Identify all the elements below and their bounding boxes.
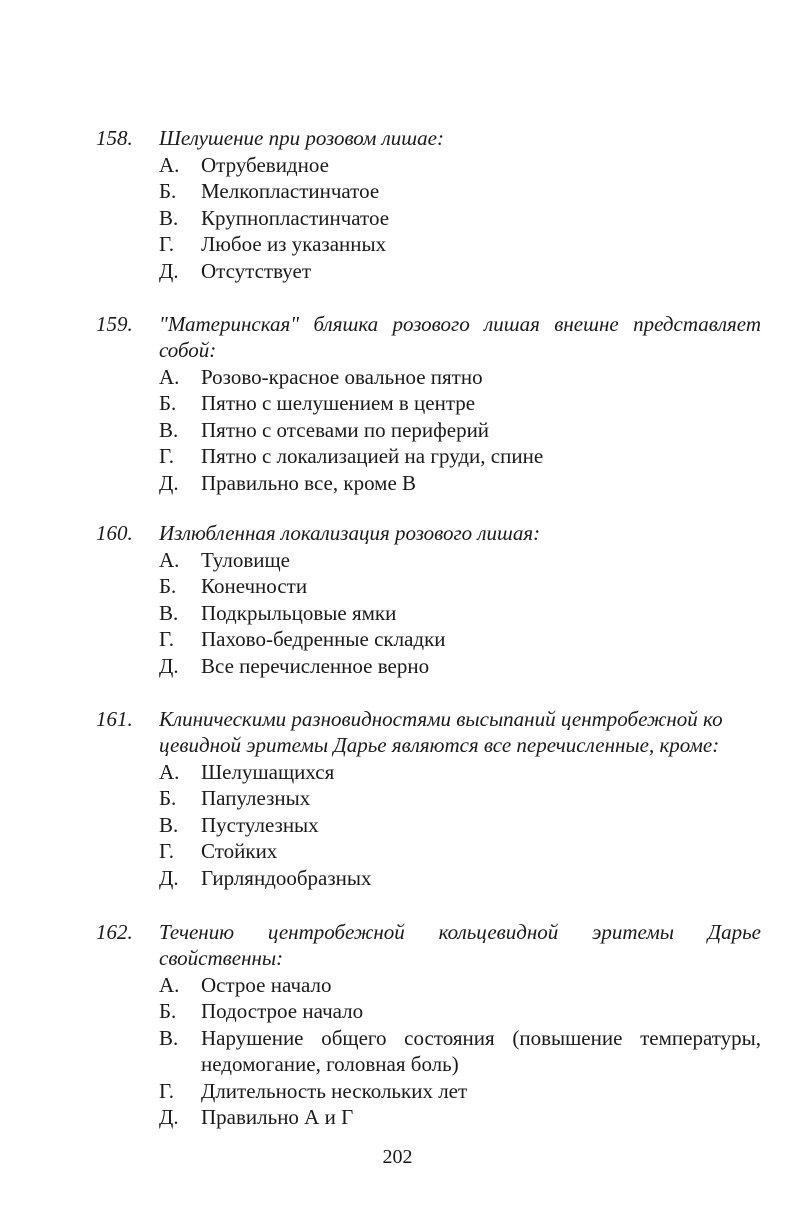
option-text: Пустулезных: [201, 812, 319, 837]
question-text: Течению центробежной кольцевидной эритемы Дарье свойственны:: [159, 920, 761, 970]
option-text: Длительность нескольких лет: [201, 1078, 468, 1103]
option-b: [96, 573, 761, 599]
option-text: Конечности: [201, 574, 308, 599]
option-a: [96, 972, 761, 998]
option-letter: А.: [159, 365, 180, 389]
option-text: Отсутствует: [201, 258, 311, 283]
option-letter: А.: [159, 153, 180, 177]
option-letter: Г.: [159, 1078, 175, 1103]
option-g: [96, 443, 761, 469]
option-b: [96, 178, 761, 204]
question-number: 161.: [96, 707, 133, 731]
option-text: Острое начало: [201, 973, 332, 997]
question-number: 159.: [96, 312, 133, 336]
question-header: [96, 311, 761, 363]
option-a: [96, 759, 761, 785]
answer-options: [96, 972, 761, 1130]
option-text: Стойких: [201, 839, 278, 864]
answer-options: [96, 364, 761, 496]
option-letter: А.: [159, 760, 180, 784]
option-letter: Б.: [159, 999, 177, 1024]
question-text: Излюбленная локализация розового лишая:: [159, 521, 541, 545]
option-letter: Б.: [159, 179, 177, 204]
option-text: Пятно с шелушением в центре: [201, 391, 476, 416]
option-letter: Д.: [159, 865, 179, 890]
question-text: "Материнская" бляшка розового лишая внешне представляет собой:: [159, 312, 761, 362]
option-letter: Г.: [159, 444, 175, 469]
option-text: Отрубевидное: [201, 153, 329, 177]
option-v: [96, 600, 761, 626]
option-text: Пахово-бедренные складки: [201, 627, 446, 652]
option-letter: Д.: [159, 258, 179, 283]
option-letter: Б.: [159, 391, 177, 416]
option-letter: В.: [159, 600, 179, 625]
option-letter: В.: [159, 417, 179, 442]
option-b: [96, 785, 761, 811]
option-letter: Г.: [159, 232, 175, 257]
answer-options: [96, 547, 761, 679]
question-158: [96, 125, 761, 284]
option-d: [96, 865, 761, 891]
option-v: [96, 417, 761, 443]
option-a: [96, 547, 761, 573]
option-text: Подострое начало: [201, 999, 364, 1024]
option-v: [96, 1025, 761, 1078]
option-d: [96, 258, 761, 284]
option-text: Нарушение общего состояния (повышение температуры, недомогание, головная боль): [201, 1025, 761, 1077]
question-header: [96, 125, 761, 151]
option-letter: А.: [159, 973, 180, 997]
option-text: Мелкопластинчатое: [201, 179, 380, 204]
option-d: [96, 1104, 761, 1130]
option-text: Правильно А и Г: [201, 1105, 354, 1130]
question-number: 162.: [96, 920, 133, 944]
option-g: [96, 231, 761, 257]
option-text: Гирляндообразных: [201, 865, 372, 890]
option-text: Розово-красное овальное пятно: [201, 365, 483, 389]
answer-options: [96, 152, 761, 284]
option-letter: Г.: [159, 627, 175, 652]
option-text: Пятно с отсевами по периферий: [201, 417, 490, 442]
option-d: [96, 653, 761, 679]
option-text: Крупнопластинчатое: [201, 205, 390, 230]
question-text: Шелушение при розовом лишае:: [159, 126, 444, 150]
question-162: [96, 919, 761, 1130]
question-160: [96, 520, 761, 679]
option-letter: В.: [159, 812, 179, 837]
option-a: [96, 152, 761, 178]
option-b: [96, 390, 761, 416]
question-header: [96, 919, 761, 971]
option-letter: Д.: [159, 1105, 179, 1130]
option-g: [96, 838, 761, 864]
option-text: Шелушащихся: [201, 760, 335, 784]
option-text: Пятно с локализацией на груди, спине: [201, 444, 544, 469]
option-text: Туловище: [201, 548, 290, 572]
option-letter: Г.: [159, 839, 175, 864]
page-number: 202: [382, 1146, 413, 1168]
answer-options: [96, 759, 761, 891]
option-letter: В.: [159, 205, 179, 230]
option-letter: Б.: [159, 786, 177, 811]
option-v: [96, 812, 761, 838]
option-letter: Б.: [159, 574, 177, 599]
option-b: [96, 998, 761, 1024]
option-text: Подкрыльцовые ямки: [201, 600, 397, 625]
question-number: 158.: [96, 126, 133, 150]
question-number: 160.: [96, 521, 133, 545]
option-g: [96, 626, 761, 652]
option-g: [96, 1078, 761, 1104]
option-text: Папулезных: [201, 786, 311, 811]
question-header: [96, 520, 761, 546]
option-d: [96, 470, 761, 496]
option-letter: В.: [159, 1025, 179, 1050]
option-text: Любое из указанных: [201, 232, 387, 257]
option-letter: А.: [159, 548, 180, 572]
option-letter: Д.: [159, 653, 179, 678]
option-a: [96, 364, 761, 390]
question-159: [96, 311, 761, 496]
option-text: Правильно все, кроме В: [201, 470, 417, 495]
question-text-line-2: цевидной эритемы Дарье являются все перечисленные, кроме:: [159, 733, 720, 757]
question-header: [96, 706, 761, 758]
option-letter: Д.: [159, 470, 179, 495]
question-161: [96, 706, 761, 891]
option-text: Все перечисленное верно: [201, 653, 430, 678]
question-text-line-1: Клиническими разновидностями высыпаний центробежной ко: [159, 707, 723, 731]
option-v: [96, 205, 761, 231]
